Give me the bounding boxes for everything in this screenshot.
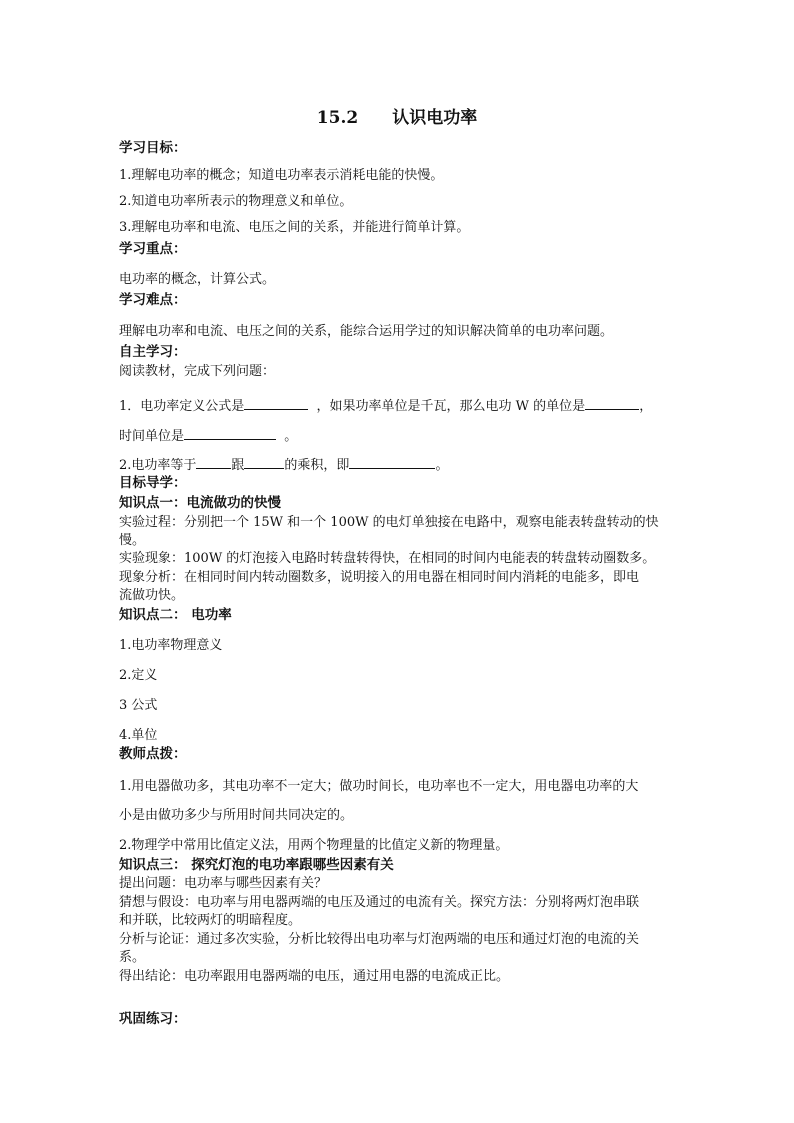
answer-blank-equation[interactable] (349, 455, 435, 469)
key-points-text: 电功率的概念，计算公式。 (119, 272, 276, 287)
point-1-process-line-1: 实验过程：分别把一个 15W 和一个 100W 的电灯单独接在电路中，观察电能表转盘转动的快 (119, 515, 659, 530)
teacher-tip-1-line-1: 1.用电器做功多，其电功率不一定大；做功时间长，电功率也不一定大，用电器电功率的大 (119, 779, 639, 794)
goal-item-3: 3.理解电功率和电流、电压之间的关系，并能进行简单计算。 (119, 220, 470, 235)
point-2-item-3: 3 公式 (119, 698, 158, 713)
guide-heading: 目标导学： (119, 475, 187, 491)
difficulties-heading: 学习难点： (119, 292, 187, 308)
answer-blank-time-unit[interactable] (184, 426, 276, 440)
section-number: 15.2 (316, 108, 359, 128)
question-2-part-c: 的乘积，即 (284, 458, 350, 473)
teacher-tip-1-line-2: 小是由做功多少与所用时间共同决定的。 (119, 808, 354, 823)
section-title: 认识电功率 (392, 108, 478, 128)
answer-blank-formula[interactable] (244, 396, 308, 410)
question-2 (119, 455, 448, 474)
point-3-conclusion: 得出结论：电功率跟用电器两端的电压，通过用电器的电流成正比。 (119, 969, 510, 984)
point-3-hypothesis-line-1: 猜想与假设：电功率与用电器两端的电压及通过的电流有关。探究方法：分别将两灯泡串联 (119, 895, 640, 910)
point-3-question: 提出问题：电功率与哪些因素有关？ (119, 876, 328, 891)
question-2-part-b: 跟 (231, 458, 245, 473)
point-3-argument-line-1: 分析与论证：通过多次实验，分析比较得出电功率与灯泡两端的电压和通过灯泡的电流的关 (119, 932, 640, 947)
practice-heading: 巩固练习： (119, 1011, 187, 1027)
point-3-argument-line-2: 系。 (119, 950, 146, 965)
question-1-part-a: 1．电功率定义公式是 (119, 399, 245, 414)
goals-heading: 学习目标： (119, 140, 187, 156)
self-study-heading: 自主学习： (119, 344, 187, 360)
point-2-item-2: 2.定义 (119, 668, 158, 683)
point-2-item-1: 1.电功率物理意义 (119, 638, 223, 653)
point-1-phenomenon: 实验现象：100W 的灯泡接入电路时转盘转得快，在相同的时间内电能表的转盘转动圈数多。 (119, 551, 656, 566)
point-3-heading: 知识点三： 探究灯泡的电功率跟哪些因素有关 (119, 857, 394, 873)
goal-item-2: 2.知道电功率所表示的物理意义和单位。 (119, 194, 353, 209)
question-2-part-d: 。 (435, 458, 449, 473)
point-2-item-4: 4.单位 (119, 728, 158, 743)
teacher-heading: 教师点拨： (119, 746, 187, 762)
question-1-part-e: 。 (284, 429, 298, 444)
question-1-part-b: ，如果功率单位是千瓦，那么电功 W 的单位是 (316, 399, 586, 414)
question-1-part-c: ， (639, 399, 653, 414)
answer-blank-factor-2[interactable] (244, 455, 284, 469)
question-1-part-d: 时间单位是 (119, 429, 185, 444)
point-1-analysis-line-1: 现象分析：在相同时间内转动圈数多，说明接入的用电器在相同时间内消耗的电能多，即电 (119, 570, 640, 585)
key-points-heading: 学习重点： (119, 241, 187, 257)
answer-blank-work-unit[interactable] (585, 396, 639, 410)
question-2-part-a: 2.电功率等于 (119, 458, 197, 473)
teacher-tip-2: 2.物理学中常用比值定义法，用两个物理量的比值定义新的物理量。 (119, 838, 509, 853)
point-1-process-line-2: 慢。 (119, 533, 146, 548)
point-3-hypothesis-line-2: 和并联，比较两灯的明暗程度。 (119, 913, 302, 928)
question-1-line-1 (119, 396, 652, 415)
answer-blank-factor-1[interactable] (196, 455, 231, 469)
difficulties-text: 理解电功率和电流、电压之间的关系，能综合运用学过的知识解决简单的电功率问题。 (119, 324, 614, 339)
point-2-heading: 知识点二： 电功率 (119, 607, 232, 623)
point-1-heading: 知识点一：电流做功的快慢 (119, 495, 281, 511)
page-title (0, 107, 794, 129)
self-study-intro: 阅读教材，完成下列问题： (119, 364, 276, 379)
question-1-line-2 (119, 426, 297, 445)
goal-item-1: 1.理解电功率的概念；知道电功率表示消耗电能的快慢。 (119, 168, 444, 183)
point-1-analysis-line-2: 流做功快。 (119, 588, 185, 603)
